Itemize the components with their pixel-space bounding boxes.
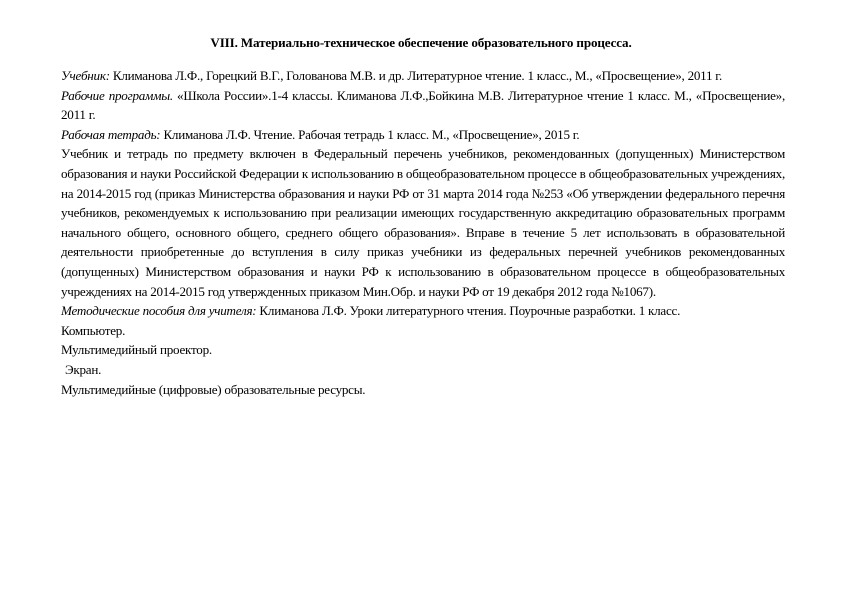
textbook-paragraph (61, 66, 785, 86)
equipment-item-projector: Мультимедийный проектор. (61, 342, 212, 358)
programs-text: «Школа России».1-4 классы. Климанова Л.Ф.,Бойкина М.В. Литературное чтение 1 класс. М., «Просвещение», 2011 г. (61, 87, 785, 123)
section-content (61, 66, 785, 399)
teacher-guides-label: Методические пособия для учителя: (61, 303, 257, 319)
teacher-guides-paragraph (61, 301, 785, 321)
equipment-item-screen: Экран. (65, 361, 102, 377)
workbook-label: Рабочая тетрадь: (61, 126, 161, 142)
textbook-label: Учебник: (61, 68, 110, 83)
federal-list-paragraph: Учебник и тетрадь по предмету включен в Федеральный перечень учебников, рекомендованных (допущенных) Министерством образования и науки Российской Федерации к использованию в общеобразовательном процессе в общеобразовательных учреждениях, на 2014-2015 год (приказ Министерства образования и науки РФ от 31 марта 2014 года №253 «Об утверждении федерального перечня учебников, рекомендуемых к использованию при реализации имеющих государственную аккредитацию образовательных программ начального общего, основного общего, среднего общего образования». Вправе в течение 5 лет использовать в образовательной деятельности приобретенные до вступления в силу приказ учебники из федеральных перечней учебников рекомендованных (допущенных) Министерством образования и науки РФ к использованию в образовательном процессе в общеобразовательных учреждениях на 2014-2015 год утвержденных приказом Мин.Обр. и науки РФ от 19 декабря 2012 года №1067). (61, 146, 785, 299)
programs-paragraph (61, 86, 785, 125)
teacher-guides-text: Климанова Л.Ф. Уроки литературного чтения. Поурочные разработки. 1 класс. (256, 303, 681, 319)
equipment-item-computer: Компьютер. (61, 322, 126, 338)
workbook-paragraph (61, 125, 785, 145)
equipment-item-digital-resources: Мультимедийные (цифровые) образовательные ресурсы. (61, 381, 366, 397)
programs-label: Рабочие программы. (61, 87, 173, 103)
workbook-text: Климанова Л.Ф. Чтение. Рабочая тетрадь 1 класс. М., «Просвещение», 2015 г. (160, 126, 580, 142)
section-title: VIII. Материально-техническое обеспечение образовательного процесса. (210, 35, 632, 50)
textbook-text: Климанова Л.Ф., Горецкий В.Г., Голованова М.В. и др. Литературное чтение. 1 класс., М., «Просвещение», 2011 г. (109, 68, 722, 83)
